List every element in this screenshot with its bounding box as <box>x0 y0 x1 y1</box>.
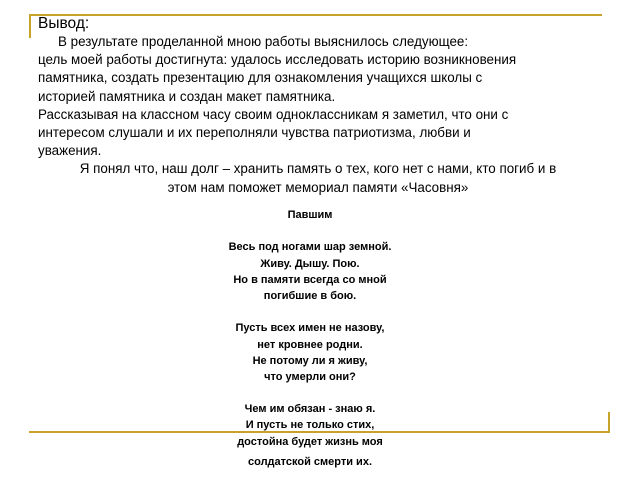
intro-paragraph: В результате проделанной мною работы выяснилось следующее: <box>58 34 469 49</box>
classmates-line: интересом слушали и их переполняли чувства патриотизма, любви и <box>38 125 471 141</box>
poem-line: Живу. Дышу. Пою. <box>260 257 360 270</box>
poem-block <box>140 207 480 470</box>
poem-spacer <box>140 385 480 401</box>
poem-line: достойна будет жизнь моя <box>237 435 383 448</box>
conclusion-text-block <box>38 15 598 197</box>
poem-spacer <box>140 304 480 320</box>
poem-line: нет кровнее родни. <box>257 338 363 351</box>
goal-paragraph <box>38 51 598 106</box>
slide-right-rule <box>608 412 610 433</box>
poem-title: Павшим <box>287 209 333 221</box>
poem-spacer <box>140 223 480 239</box>
goal-line: цель моей работы достигнута: удалось исследовать историю возникновения <box>38 52 517 68</box>
poem-line: Весь под ногами шар земной. <box>228 241 392 254</box>
goal-line: памятника, создать презентацию для ознакомления учащихся школы с <box>38 70 483 86</box>
conclusion-heading: Вывод: <box>38 15 90 32</box>
slide-left-rule <box>29 14 31 38</box>
poem-line: Но в памяти всегда со мной <box>233 273 387 286</box>
duty-paragraph <box>38 160 598 196</box>
classmates-paragraph <box>38 106 598 161</box>
goal-line: историей памятника и создан макет памятника. <box>38 88 336 104</box>
duty-line: этом нам поможет мемориал памяти «Часовня» <box>167 179 469 195</box>
poem-line: что умерли они? <box>264 370 356 383</box>
duty-line: Я понял что, наш долг – хранить память о тех, кого нет с нами, кто погиб и в <box>79 161 557 177</box>
poem-line: Не потому ли я живу, <box>252 354 368 367</box>
classmates-line: уважения. <box>38 143 102 159</box>
poem-line: Чем им обязан - знаю я. <box>244 403 376 416</box>
poem-line: погибшие в бою. <box>263 289 357 302</box>
poem-line: солдатской смерти их. <box>248 455 372 468</box>
poem-line: И пусть не только стих, <box>245 419 375 432</box>
classmates-line: Рассказывая на классном часу своим одноклассникам я заметил, что они с <box>38 106 509 122</box>
poem-line: Пусть всех имен не назову, <box>235 322 385 335</box>
